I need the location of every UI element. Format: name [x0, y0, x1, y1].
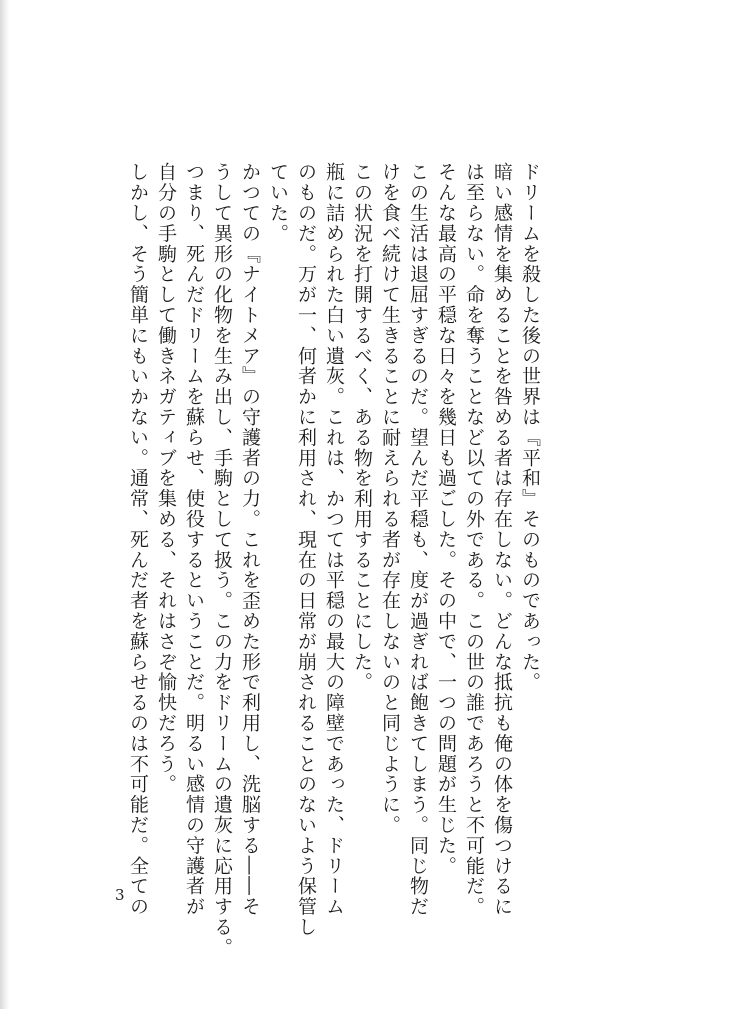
text-line: しかし、そう簡単にもいかない。通常、死んだ者を蘇らせるのは不可能だ。全ての	[127, 162, 149, 917]
text-line: ドリームを殺した後の世界は『平和』そのものであった。	[519, 162, 541, 693]
text-line: この状況を打開するべく、ある物を利用することにした。	[351, 162, 373, 693]
text-line: けを食べ続けて生きることに耐えられる者が存在しないのと同じように。	[379, 162, 401, 836]
page-edge	[0, 0, 10, 1009]
text-line: 暗い感情を集めることを咎める者は存在しない。どんな抵抗も俺の体を傷つけるに	[491, 162, 513, 917]
text-line: 自分の手駒として働きネガティブを集める、それはさぞ愉快だろう。	[155, 162, 177, 795]
body-text	[124, 162, 544, 958]
text-line: うして異形の化物を生み出し、手駒として扱う。この力をドリームの遺灰に応用する。	[211, 162, 233, 958]
page-number: 3	[115, 886, 125, 904]
text-line: そんな最高の平穏な日々を幾日も過ごした。その中で、一つの問題が生じた。	[435, 162, 457, 876]
text-line: かつての『ナイトメア』の守護者の力。これを歪めた形で利用し、洗脳する――そ	[239, 162, 261, 917]
text-line: のものだ。万が一、何者かに利用され、現在の日常が崩されることのないよう保管し	[295, 162, 317, 938]
text-line: ていた。	[267, 162, 289, 244]
text-line: 瓶に詰められた白い遺灰。これは、かつては平穏の最大の障壁であった、ドリーム	[323, 162, 345, 917]
text-line: つまり、死んだドリームを蘇らせ、使役するということだ。明るい感情の守護者が	[183, 162, 205, 917]
text-line: は至らない。命を奪うことなど以ての外である。この世の誰であろうと不可能だ。	[463, 162, 485, 917]
text-line: この生活は退屈すぎるのだ。望んだ平穏も、度が過ぎれば飽きてしまう。同じ物だ	[407, 162, 429, 917]
